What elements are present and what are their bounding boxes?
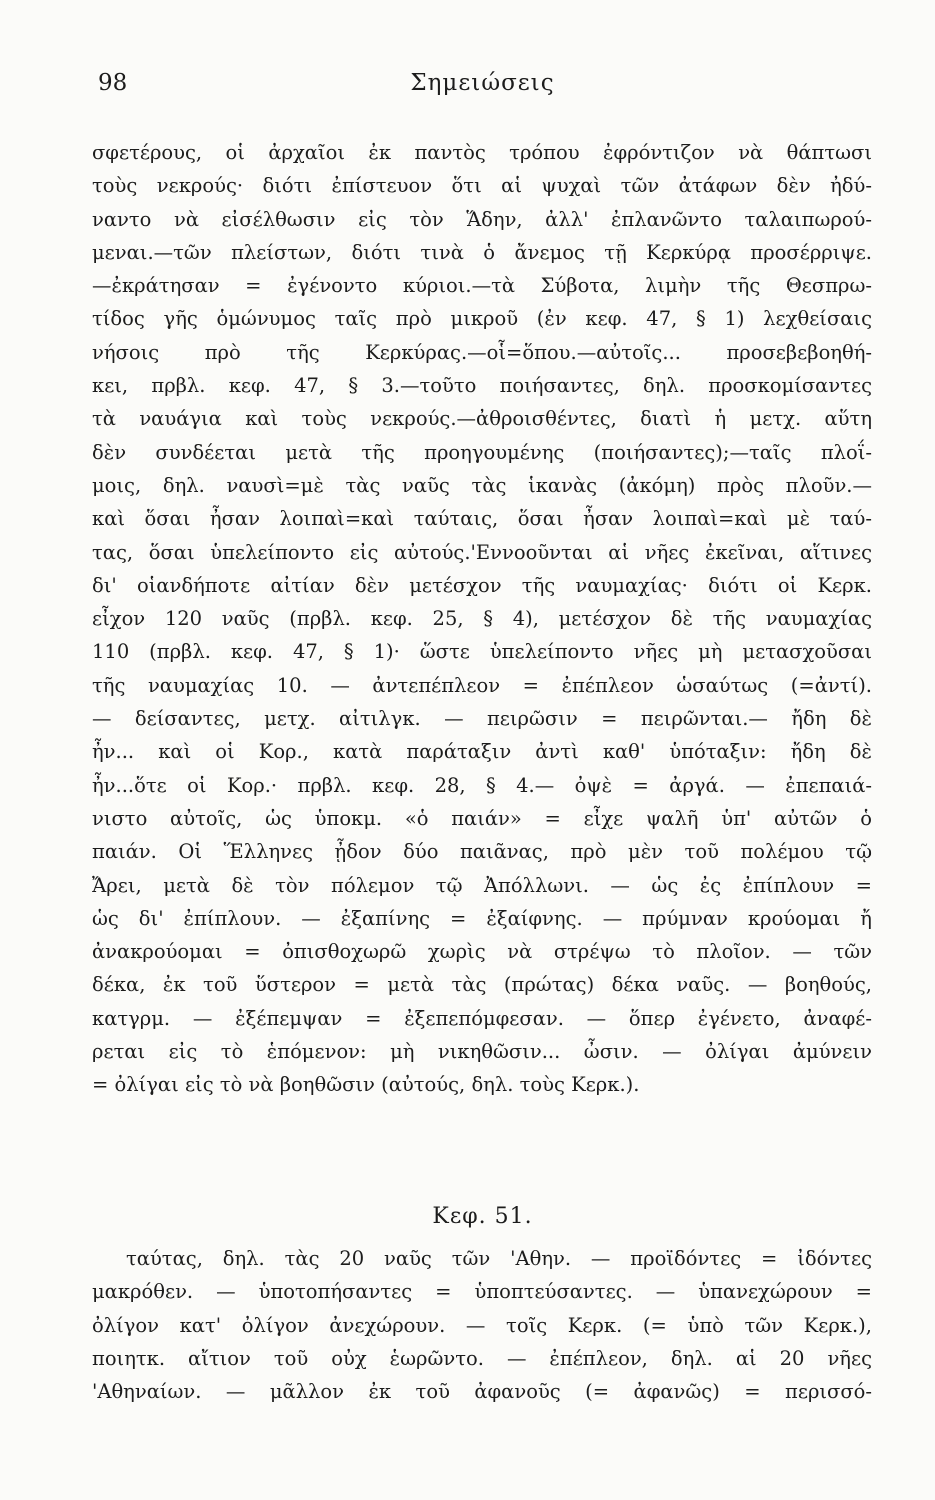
- notes-block-chapter-51: [92, 1242, 872, 1408]
- text-line: μεναι.—τῶν πλείστων, διότι τινὰ ὁ ἄνεμος τῇ Κερκύρᾳ προσέρριψε.: [92, 240, 872, 264]
- notes-block-chapter-50: [92, 136, 872, 1102]
- text-line: τῆς ναυμαχίας 10. — ἀντεπέπλεον = ἐπέπλεον ὡσαύτως (=ἀντί).: [92, 673, 872, 697]
- text-line: 'Αθηναίων. — μᾶλλον ἐκ τοῦ ἀφανοῦς (= ἀφανῶς) = περισσό-: [92, 1380, 872, 1404]
- text-line: δι' οἱανδήποτε αἰτίαν δὲν μετέσχον τῆς ναυμαχίας· διότι οἱ Κερκ.: [92, 573, 872, 597]
- text-line: ἀνακρούομαι = ὀπισθοχωρῶ χωρὶς νὰ στρέψω τὸ πλοῖον. — τῶν: [92, 940, 872, 964]
- text-line: ἦν...ὅτε οἱ Κορ.· πρβλ. κεφ. 28, § 4.— ὀψὲ = ἀργά. — ἐπεπαιά-: [92, 773, 872, 797]
- text-line: δὲν συνδέεται μετὰ τῆς προηγουμένης (ποιήσαντες);—ταῖς πλοΐ-: [92, 440, 872, 464]
- text-line: —ἐκράτησαν = ἐγένοντο κύριοι.—τὰ Σύβοτα, λιμὴν τῆς Θεσπρω-: [92, 274, 872, 298]
- text-line: δέκα, ἐκ τοῦ ὕστερον = μετὰ τὰς (πρώτας) δέκα ναῦς. — βοηθούς,: [92, 973, 872, 997]
- text-line: ταύτας, δηλ. τὰς 20 ναῦς τῶν 'Αθην. — προϊδόντες = ἰδόντες: [126, 1247, 872, 1270]
- text-line: νήσοις πρὸ τῆς Κερκύρας.—οἷ=ὅπου.—αὐτοῖς... προσεβεβοηθή-: [92, 340, 872, 364]
- text-line: — δείσαντες, μετχ. αἰτιλγκ. — πειρῶσιν = πειρῶνται.— ἤδη δὲ: [92, 707, 872, 731]
- text-line: 110 (πρβλ. κεφ. 47, § 1)· ὥστε ὑπελείποντο νῆες μὴ μετασχοῦσαι: [92, 640, 872, 664]
- text-line: ὡς δι' ἐπίπλουν. — ἐξαπίνης = ἐξαίφνης. — πρύμναν κρούομαι ἤ: [92, 906, 872, 930]
- text-line: ποιητκ. αἴτιον τοῦ οὐχ ἑωρῶντο. — ἐπέπλεον, δηλ. αἱ 20 νῆες: [92, 1346, 872, 1370]
- text-line: κει, πρβλ. κεφ. 47, § 3.—τοῦτο ποιήσαντες, δηλ. προσκομίσαντες: [92, 374, 872, 398]
- text-line: ρεται εἰς τὸ ἑπόμενον: μὴ νικηθῶσιν... ὦσιν. — ὀλίγαι ἀμύνειν: [92, 1040, 872, 1064]
- text-line: παιάν. Οἱ Ἕλληνες ᾖδον δύο παιᾶνας, πρὸ μὲν τοῦ πολέμου τῷ: [92, 840, 872, 864]
- chapter-heading: Κεφ. 51.: [432, 1204, 533, 1229]
- text-line: κατγρμ. — ἐξέπεμψαν = ἐξεπεπόμφεσαν. — ὅπερ ἐγένετο, ἀναφέ-: [92, 1006, 872, 1030]
- text-line: τὰ ναυάγια καὶ τοὺς νεκρούς.—ἀθροισθέντες, διατὶ ἡ μετχ. αὕτη: [92, 407, 872, 431]
- text-line: ναντο νὰ εἰσέλθωσιν εἰς τὸν Ἅδην, ἀλλ' ἐπλανῶντο ταλαιπωρού-: [92, 207, 872, 231]
- text-line: τας, ὅσαι ὑπελείποντο εἰς αὐτούς.'Εννοοῦνται αἱ νῆες ἐκεῖναι, αἵτινες: [92, 540, 872, 564]
- text-line: Ἄρει, μετὰ δὲ τὸν πόλεμον τῷ Ἀπόλλωνι. — ὡς ἐς ἐπίπλουν =: [92, 873, 872, 897]
- text-line: εἶχον 120 ναῦς (πρβλ. κεφ. 25, § 4), μετέσχον δὲ τῆς ναυμαχίας: [92, 607, 872, 631]
- text-line: μακρόθεν. — ὑποτοπήσαντες = ὑποπτεύσαντες. — ὑπανεχώρουν =: [92, 1280, 872, 1304]
- text-line: νιστο αὐτοῖς, ὡς ὑποκμ. «ὁ παιάν» = εἶχε ψαλῆ ὑπ' αὐτῶν ὁ: [92, 806, 872, 830]
- text-line: σφετέρους, οἱ ἀρχαῖοι ἐκ παντὸς τρόπου ἐφρόντιζον νὰ θάπτωσι: [92, 141, 872, 164]
- page-number: 98: [98, 70, 128, 96]
- text-line: τίδος γῆς ὁμώνυμος ταῖς πρὸ μικροῦ (ἐν κεφ. 47, § 1) λεχθείσαις: [92, 307, 872, 331]
- text-line: καὶ ὅσαι ἦσαν λοιπαὶ=καὶ ταύταις, ὅσαι ἦσαν λοιπαὶ=καὶ μὲ ταύ-: [92, 507, 872, 531]
- text-line: μοις, δηλ. ναυσὶ=μὲ τὰς ναῦς τὰς ἱκανὰς (ἀκόμη) πρὸς πλοῦν.—: [92, 473, 872, 497]
- text-line: ἦν... καὶ οἱ Κορ., κατὰ παράταξιν ἀντὶ καθ' ὑπόταξιν: ἤδη δὲ: [92, 740, 872, 764]
- text-line: = ὀλίγαι εἰς τὸ νὰ βοηθῶσιν (αὐτούς, δηλ. τοὺς Κερκ.).: [92, 1073, 640, 1097]
- text-line: ὀλίγον κατ' ὀλίγον ἀνεχώρουν. — τοῖς Κερκ. (= ὑπὸ τῶν Κερκ.),: [92, 1313, 872, 1337]
- text-line: τοὺς νεκρούς· διότι ἐπίστευον ὅτι αἱ ψυχαὶ τῶν ἀτάφων δὲν ἠδύ-: [92, 174, 872, 198]
- running-head: Σημειώσεις: [410, 70, 555, 96]
